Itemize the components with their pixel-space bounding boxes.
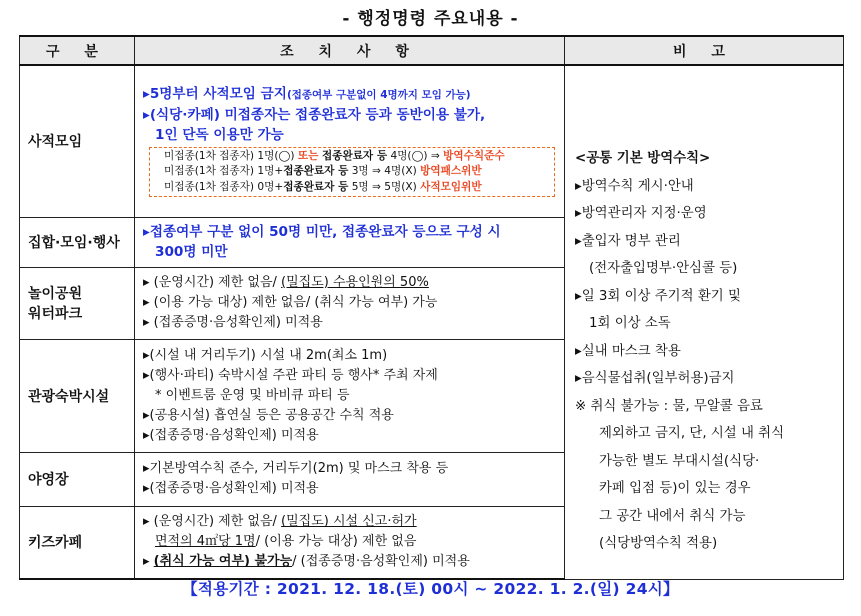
action-line: ▸ (운영시간) 제한 없음/ (밀집도) 수용인원의 50% xyxy=(143,275,429,290)
note-item: ▸방역관리자 지정·운영 xyxy=(575,206,707,221)
header-category: 구 분 xyxy=(20,36,135,65)
note-item: (식당방역수칙 적용) xyxy=(599,536,718,551)
action-line: ▸(식당·카페) 미접종자는 접종완료자 등과 동반이용 불가, xyxy=(143,106,486,123)
action-line: 1인 단독 이용만 가능 xyxy=(155,126,284,143)
note-heading: <공통 기본 방역수칙> xyxy=(575,151,711,166)
action-line: 300명 미만 xyxy=(155,244,228,260)
row-category: 놀이공원 워터파크 xyxy=(20,267,135,339)
action-line: ▸(접종증명·음성확인제) 미적용 xyxy=(143,481,319,496)
note-item: (전자출입명부·안심콜 등) xyxy=(589,261,738,276)
example-box xyxy=(149,147,555,198)
row-action xyxy=(135,217,565,267)
row-action xyxy=(135,506,565,579)
common-rules-cell xyxy=(565,65,844,579)
page-title: - 행정명령 주요내용 - xyxy=(342,9,519,29)
example-line: 미접종(1차 접종자) 0명+접종완료자 등 5명 ⇒ 5명(X) 사적모임위반 xyxy=(164,180,482,193)
note-item: ▸일 3회 이상 주기적 환기 및 xyxy=(575,288,741,304)
note-item: 그 공간 내에서 취식 가능 xyxy=(599,508,746,524)
note-item: ▸실내 마스크 착용 xyxy=(575,343,681,359)
example-line: 미접종(1차 접종자) 1명(◯) 또는 접종완료자 등 4명(◯) ⇒ 방역수칙준수 xyxy=(164,149,505,162)
note-item: ※ 취식 불가능 : 물, 무알콜 음료 xyxy=(575,398,763,414)
header-note: 비 고 xyxy=(565,36,844,65)
row-action xyxy=(135,339,565,452)
note-item: 1회 이상 소독 xyxy=(589,316,671,331)
action-line: * 이벤트룸 운영 및 바비큐 파티 등 xyxy=(155,387,350,403)
action-line: ▸ (취식 가능 여부) 불가능/ (접종증명·음성확인제) 미적용 xyxy=(143,554,470,570)
action-line: ▸ (이용 가능 대상) 제한 없음/ (취식 가능 여부) 가능 xyxy=(143,295,438,310)
note-item: ▸음식물섭취(일부허용)금지 xyxy=(575,371,735,386)
table-header-row xyxy=(20,36,844,65)
application-period: 【적용기간 : 2021. 12. 18.(토) 00시 ~ 2022. 1. 2.(일) 24시】 xyxy=(182,580,679,598)
example-line: 미접종(1차 접종자) 1명+접종완료자 등 3명 ⇒ 4명(X) 방역패스위반 xyxy=(164,165,482,177)
action-line: ▸(행사·파티) 숙박시설 주관 파티 등 행사* 주최 자제 xyxy=(143,367,438,383)
row-category: 집합·모임·행사 xyxy=(20,217,135,267)
table-row xyxy=(20,65,844,217)
row-action xyxy=(135,65,565,217)
row-category: 야영장 xyxy=(20,452,135,506)
action-line: ▸(시설 내 거리두기) 시설 내 2m(최소 1m) xyxy=(143,347,388,363)
action-line: ▸기본방역수칙 준수, 거리두기(2m) 및 마스크 착용 등 xyxy=(143,461,449,476)
row-category: 관광숙박시설 xyxy=(20,339,135,452)
row-category: 사적모임 xyxy=(20,65,135,217)
note-item: 가능한 별도 부대시설(식당· xyxy=(599,453,760,469)
action-line: 면적의 4㎡당 1명/ (이용 가능 대상) 제한 없음 xyxy=(155,534,417,550)
measures-table xyxy=(19,35,844,580)
note-item: ▸출입자 명부 관리 xyxy=(575,233,681,249)
note-item: ▸방역수칙 게시·안내 xyxy=(575,178,694,194)
action-line: ▸접종여부 구분 없이 50명 미만, 접종완료자 등으로 구성 시 xyxy=(143,224,501,240)
row-category: 키즈카페 xyxy=(20,506,135,579)
action-line: ▸5명부터 사적모임 금지(접종여부 구분없이 4명까지 모임 가능) xyxy=(143,85,471,102)
action-line: ▸ (운영시간) 제한 없음/ (밀집도) 시설 신고·허가 xyxy=(143,514,417,530)
note-item: 제외하고 금지, 단, 시설 내 취식 xyxy=(599,426,785,441)
header-action: 조 치 사 항 xyxy=(135,36,565,65)
action-line: ▸ (접종증명·음성확인제) 미적용 xyxy=(143,315,323,330)
note-item: 카페 입점 등)이 있는 경우 xyxy=(599,481,751,496)
row-action xyxy=(135,452,565,506)
action-line: ▸(접종증명·음성확인제) 미적용 xyxy=(143,427,319,443)
row-action xyxy=(135,267,565,339)
action-line: ▸(공용시설) 흡연실 등은 공용공간 수칙 적용 xyxy=(143,407,394,423)
